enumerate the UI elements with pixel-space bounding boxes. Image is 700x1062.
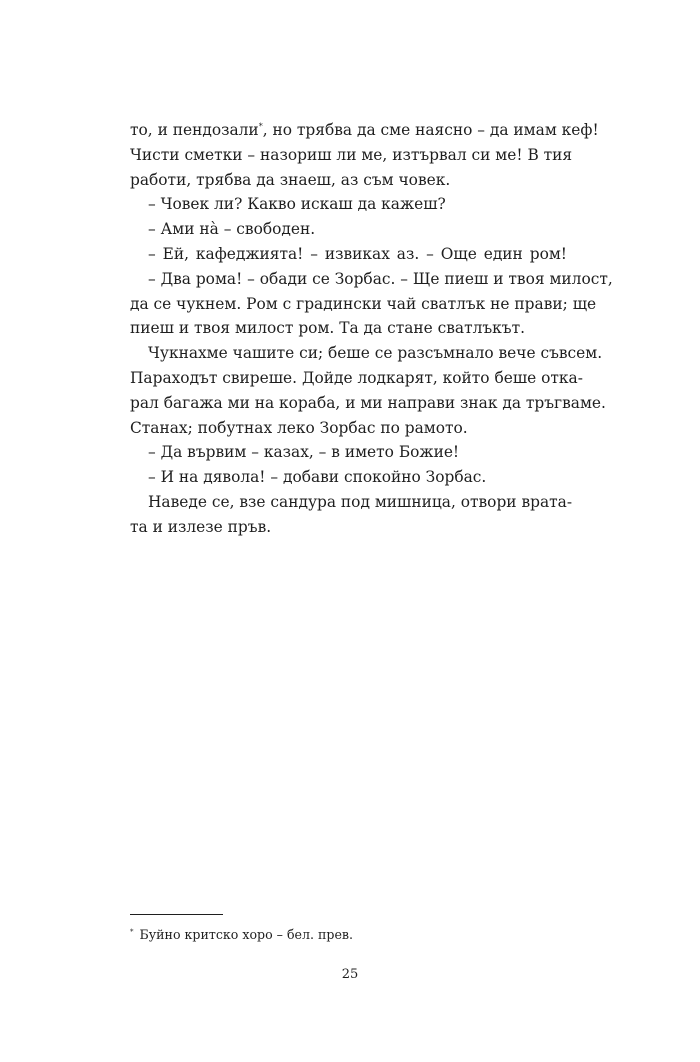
footnote-marker: *	[130, 928, 134, 936]
text-line: то, и пендозали*, но трябва да сме наясно – да имам кеф!	[130, 121, 599, 139]
text-line: – Ами на̀ – свободен.	[148, 220, 316, 239]
footnote-text: Буйно критско хоро – бел. прев.	[139, 927, 354, 942]
text-line: та и излезе пръв.	[130, 517, 272, 536]
text-line: Наведе се, взе сандура под мишница, отвори врата-	[148, 492, 573, 511]
text-line: пиеш и твоя милост ром. Та да стане сватлъкът.	[130, 319, 526, 338]
text-line: Чисти сметки – назориш ли ме, изтървал си ме! В тия	[130, 145, 573, 164]
footnote	[130, 926, 353, 944]
text-line: – Да вървим – казах, – в името Божие!	[148, 443, 460, 462]
page-number: 25	[341, 967, 359, 982]
text-line: – Ей, кафеджията! – извиках аз. – Още един ром!	[148, 244, 567, 263]
text-line: – Два рома! – обади се Зорбас. – Ще пиеш и твоя милост,	[148, 269, 613, 288]
text-line: Станах; побутнах леко Зорбас по рамото.	[130, 418, 468, 437]
main-text	[130, 118, 613, 540]
text-line: да се чукнем. Ром с градински чай сватлък не прави; ще	[130, 294, 597, 313]
text-line: работи, трябва да знаеш, аз съм човек.	[130, 170, 451, 189]
text-line: – И на дявола! – добави спокойно Зорбас.	[148, 468, 487, 487]
footnote-reference[interactable]: *	[258, 122, 263, 131]
text-line: рал багажа ми на кораба, и ми направи знак да тръгваме.	[130, 393, 606, 412]
text-line: Параходът свиреше. Дойде лодкарят, който беше отка-	[130, 368, 583, 387]
text-line: Чукнахме чашите си; беше се разсъмнало вече съвсем.	[148, 344, 603, 363]
text-line: – Човек ли? Какво искаш да кажеш?	[148, 195, 446, 214]
footnote-divider	[130, 914, 223, 915]
